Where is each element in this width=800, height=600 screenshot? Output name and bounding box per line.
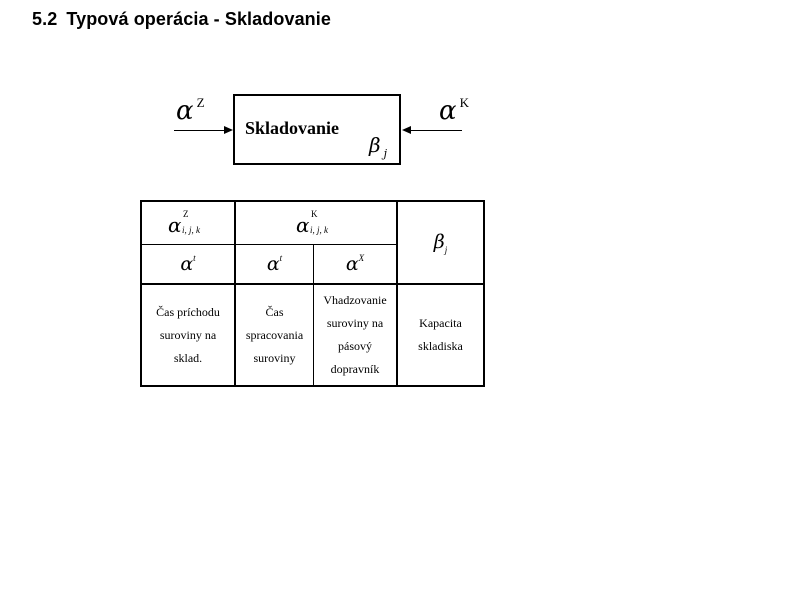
header-cell-alpha-k: α K i, j, k [235, 201, 397, 245]
subheader-cell: $\alpha^t$ [141, 245, 235, 285]
description-line: spracovania [245, 327, 304, 342]
subheader-cell: $\alpha^t$ [235, 245, 314, 285]
description-line: suroviny na [159, 327, 217, 342]
operation-diagram [0, 0, 800, 200]
description-line: dopravník [330, 362, 380, 376]
description-line: pásový [338, 339, 372, 353]
operation-title: Skladovanie [245, 118, 340, 138]
table-description-row [141, 284, 484, 386]
header-cell-alpha-z: α Z i, j, k [141, 201, 235, 245]
description-line: Čas príchodu [156, 304, 220, 319]
description-line: Kapacita [419, 316, 462, 330]
description-line: skladiska [418, 339, 463, 353]
description-cell [141, 284, 235, 386]
description-line: suroviny [253, 350, 296, 365]
description-cell [397, 284, 484, 386]
description-cell [235, 284, 314, 386]
input-arrowhead-right [402, 126, 411, 134]
operation-box [233, 94, 401, 165]
description-line: Čas [265, 304, 284, 319]
section-number: 5.2 [32, 9, 58, 29]
input-arrow-left [174, 130, 226, 131]
parameter-table [140, 200, 485, 387]
section-title: Typová operácia - Skladovanie [66, 9, 331, 29]
input-alpha-k-label: α $^K$ [439, 95, 469, 126]
input-arrow-right [410, 130, 462, 131]
operation-beta-label: β $_j$ [369, 133, 387, 160]
input-arrowhead-left [224, 126, 233, 134]
table-header-row [141, 201, 484, 245]
description-line: sklad. [173, 350, 203, 365]
description-cell [314, 284, 398, 386]
subheader-cell: $\alpha^X$ [314, 245, 398, 285]
input-alpha-z-label: α $^Z$ [176, 95, 205, 126]
header-cell-beta: $\beta_j$ [397, 201, 484, 284]
description-line: suroviny na [326, 316, 384, 330]
description-line: Vhadzovanie [323, 293, 387, 307]
